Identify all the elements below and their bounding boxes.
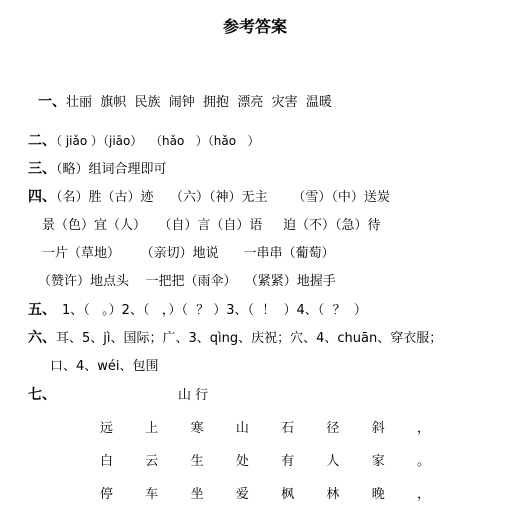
poem-char: 坐 <box>190 487 204 502</box>
poem-char: 远 <box>100 421 114 436</box>
poem-char: 上 <box>145 421 159 436</box>
poem-punct: ， <box>416 421 430 436</box>
section-7-number: 七、 <box>28 387 56 403</box>
section-3 <box>28 158 167 178</box>
section-2 <box>28 130 259 150</box>
section-3-text: （略）组词合理即可 <box>56 162 167 177</box>
poem-punct: ， <box>416 487 430 502</box>
section-6-line-2: 口、4、wéi、包围 <box>50 359 159 374</box>
poem-char: 停 <box>100 487 114 502</box>
poem-char: 处 <box>235 454 249 469</box>
page-title: 参考答案 <box>222 17 287 36</box>
poem-title: 山 行 <box>178 388 209 403</box>
section-4-number: 四、 <box>28 189 56 205</box>
poem-char: 晚 <box>371 487 385 502</box>
poem-char: 车 <box>145 487 159 502</box>
section-5-text: 1、（ 。）2、（ ，）（ ？ ）3、（ ！ ）4、（ ？ ） <box>62 303 367 318</box>
poem-char: 白 <box>100 454 114 469</box>
poem-line-1 <box>100 417 430 436</box>
poem-char: 家 <box>371 454 385 469</box>
section-4-line-2: 景（色）宜（人） （自）言（自）语 迫（不）（急）待 <box>42 218 381 233</box>
section-6-number: 六、 <box>28 330 56 346</box>
section-1-number: 一、 <box>38 94 66 110</box>
poem-char: 人 <box>326 454 340 469</box>
section-2-text: （ jiǎo ）（jiāo） （hǎo ）（hǎo ） <box>56 134 260 148</box>
section-4-line-3: 一片（草地） （亲切）地说 一串串（葡萄） <box>42 246 335 261</box>
poem-line-3 <box>100 483 430 502</box>
poem-char: 枫 <box>281 487 295 502</box>
poem-char: 有 <box>281 454 295 469</box>
poem-char: 云 <box>145 454 159 469</box>
section-5 <box>28 299 367 319</box>
poem-char: 爱 <box>235 487 249 502</box>
section-1-text: 壮丽 旗帜 民族 闹钟 拥抱 漂亮 灾害 温暖 <box>66 95 332 110</box>
section-4-line-4: （赞许）地点头 一把把（雨伞） （紧紧）地握手 <box>38 274 336 289</box>
poem-punct: 。 <box>416 454 430 469</box>
poem-line-2 <box>100 450 430 469</box>
section-4-text-1: （名）胜（古）迹 （六）（神）无主 （雪）（中）送炭 <box>56 190 390 205</box>
section-4-line-1 <box>28 186 390 206</box>
poem-char: 石 <box>281 421 295 436</box>
poem-char: 山 <box>235 421 249 436</box>
poem-char: 林 <box>326 487 340 502</box>
section-2-number: 二、 <box>28 133 56 149</box>
poem-char: 斜 <box>371 421 385 436</box>
section-1 <box>38 91 332 111</box>
section-5-number: 五、 <box>28 302 56 318</box>
section-6-line-1 <box>28 327 442 347</box>
poem-char: 生 <box>190 454 204 469</box>
poem-char: 径 <box>326 421 340 436</box>
section-3-number: 三、 <box>28 161 56 177</box>
poem-char: 寒 <box>190 421 204 436</box>
section-6-text-1: 耳、5、jì、国际；广、3、qìng、庆祝；穴、4、chuān、穿衣服； <box>56 331 443 346</box>
